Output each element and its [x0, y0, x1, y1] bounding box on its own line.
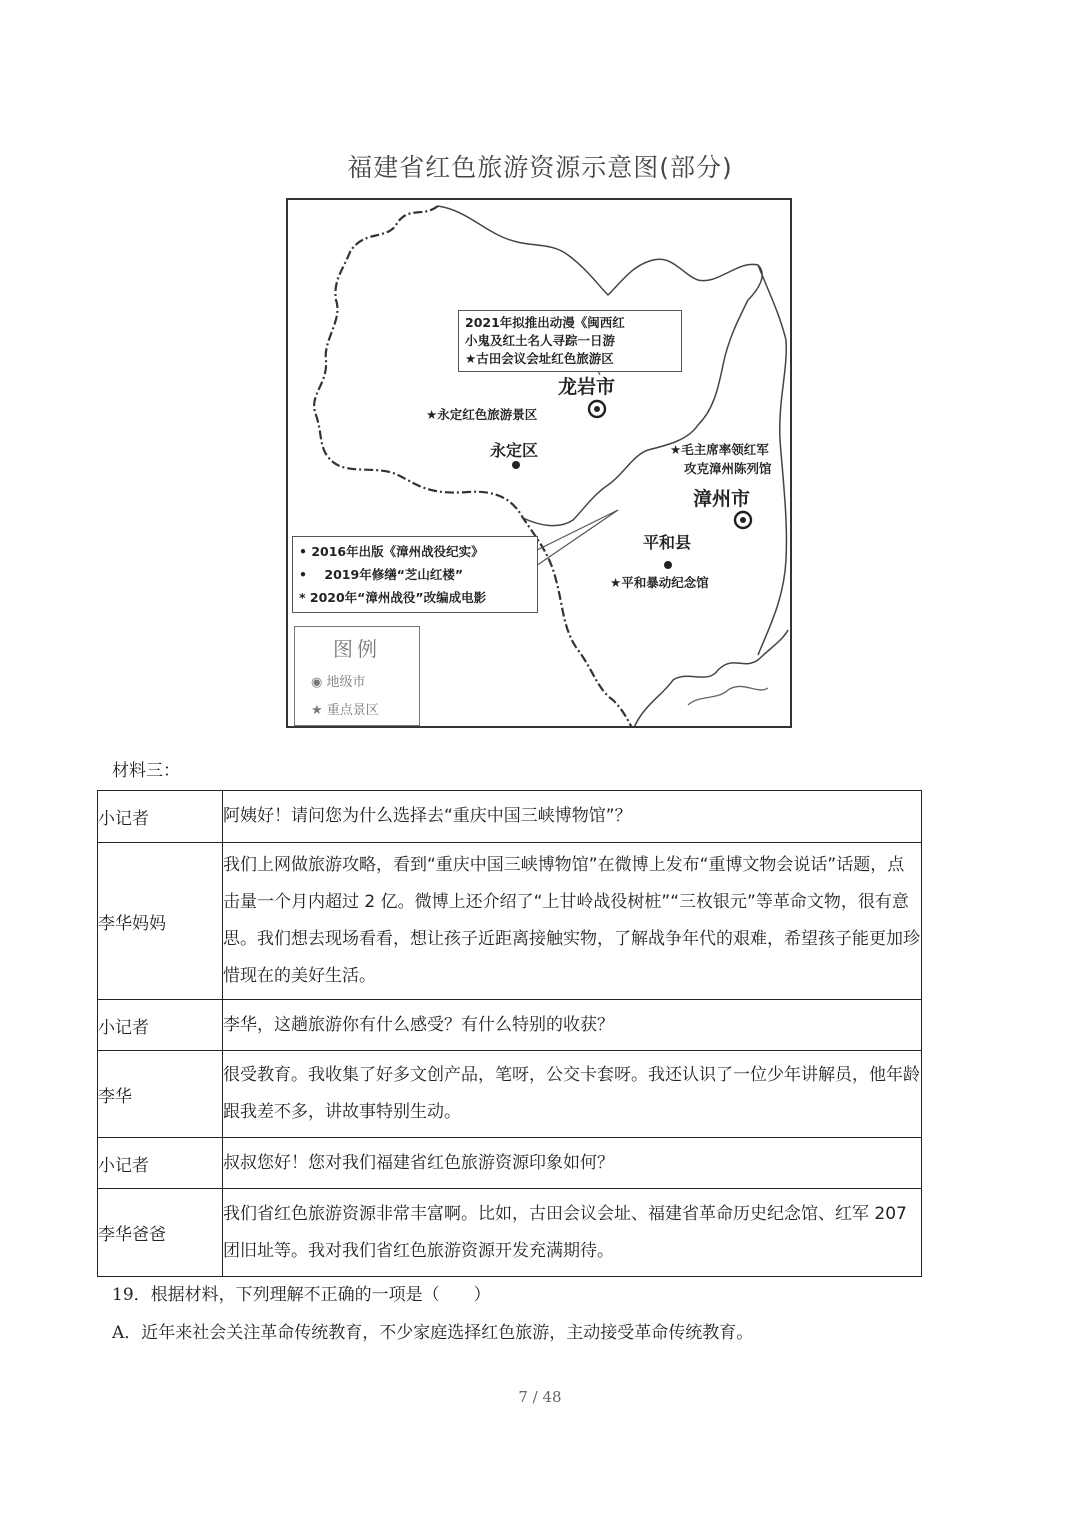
- option-a: A．近年来社会关注革命传统教育，不少家庭选择红色旅游，主动接受革命传统教育。: [112, 1323, 754, 1343]
- pinghe-uprising-label: ★平和暴动纪念馆: [610, 575, 709, 590]
- star-icon: ★: [311, 703, 323, 718]
- speaker-cell: 小记者: [98, 791, 223, 843]
- northern-boundary: [438, 206, 762, 300]
- speaker-cell: 李华妈妈: [98, 843, 223, 1000]
- speaker-cell: 李华: [98, 1051, 223, 1138]
- pinghe-county-label: 平和县: [643, 533, 692, 552]
- map-legend: [294, 626, 420, 726]
- legend-title: 图例: [333, 637, 381, 661]
- table-row: [98, 1138, 922, 1189]
- yongding-county-dot: [512, 461, 520, 469]
- mao-memorial-label: ★毛主席率领红军 攻克漳州陈列馆: [670, 442, 772, 476]
- legend-scenic: ★ 重点景区: [311, 703, 379, 718]
- callout-zhangzhou: • 2016年出版《漳州战役纪实》 • 2019年修缮“芝山红楼” * 2020年“漳州战役”改编成电影: [292, 536, 538, 613]
- zhangzhou-city-label: 漳州市: [693, 488, 751, 510]
- utterance-cell: 阿姨好！请问您为什么选择去“重庆中国三峡博物馆”？: [223, 791, 922, 843]
- speaker-cell: 小记者: [98, 1138, 223, 1189]
- pinghe-county-dot: [664, 561, 672, 569]
- map-title: 福建省红色旅游资源示意图(部分): [347, 153, 733, 182]
- utterance-cell: 很受教育。我收集了好多文创产品，笔呀，公交卡套呀。我还认识了一位少年讲解员，他年龄跟我差不多，讲故事特别生动。: [223, 1051, 922, 1138]
- coastline: [633, 630, 788, 728]
- page-number: 7 / 48: [518, 1388, 562, 1406]
- dialogue-table: [97, 790, 922, 1277]
- city-marker-icon: ◉: [311, 675, 323, 690]
- speaker-cell: 李华爸爸: [98, 1189, 223, 1277]
- map-figure: [286, 198, 792, 728]
- utterance-cell: 我们省红色旅游资源非常丰富啊。比如，古田会议会址、福建省革命历史纪念馆、红军 207 团旧址等。我对我们省红色旅游资源开发充满期待。: [223, 1189, 922, 1277]
- table-row: [98, 1051, 922, 1138]
- table-row: [98, 843, 922, 1000]
- utterance-cell: 我们上网做旅游攻略，看到“重庆中国三峡博物馆”在微博上发布“重博文物会说话”话题，点击量一个月内超过 2 亿。微博上还介绍了“上甘岭战役树桩”“三枚银元”等革命文物，很有意思。我们想去现场看看，想让孩子近距离接触实物，了解战争年代的艰难，希望孩子能更加珍惜现在的美好生活。: [223, 843, 922, 1000]
- yongding-scenic-label: ★永定红色旅游景区: [426, 407, 538, 422]
- question-19: 19．根据材料，下列理解不正确的一项是（ ）: [112, 1285, 491, 1305]
- callout-line: [533, 510, 618, 568]
- speaker-cell: 小记者: [98, 1000, 223, 1051]
- utterance-cell: 李华，这趟旅游你有什么感受？有什么特别的收获？: [223, 1000, 922, 1051]
- longyan-city-label: 龙岩市: [558, 376, 616, 398]
- table-row: [98, 1189, 922, 1277]
- table-row: [98, 1000, 922, 1051]
- callout-longyan: 2021年拟推出动漫《闽西红 小鬼及红土名人寻踪一日游 ★古田会议会址红色旅游区: [458, 310, 682, 372]
- yongding-county-label: 永定区: [490, 441, 539, 460]
- utterance-cell: 叔叔您好！您对我们福建省红色旅游资源印象如何？: [223, 1138, 922, 1189]
- section-label: 材料三：: [112, 761, 180, 781]
- table-row: [98, 791, 922, 843]
- island-outline: [688, 686, 768, 705]
- legend-city: ◉ 地级市: [311, 675, 366, 690]
